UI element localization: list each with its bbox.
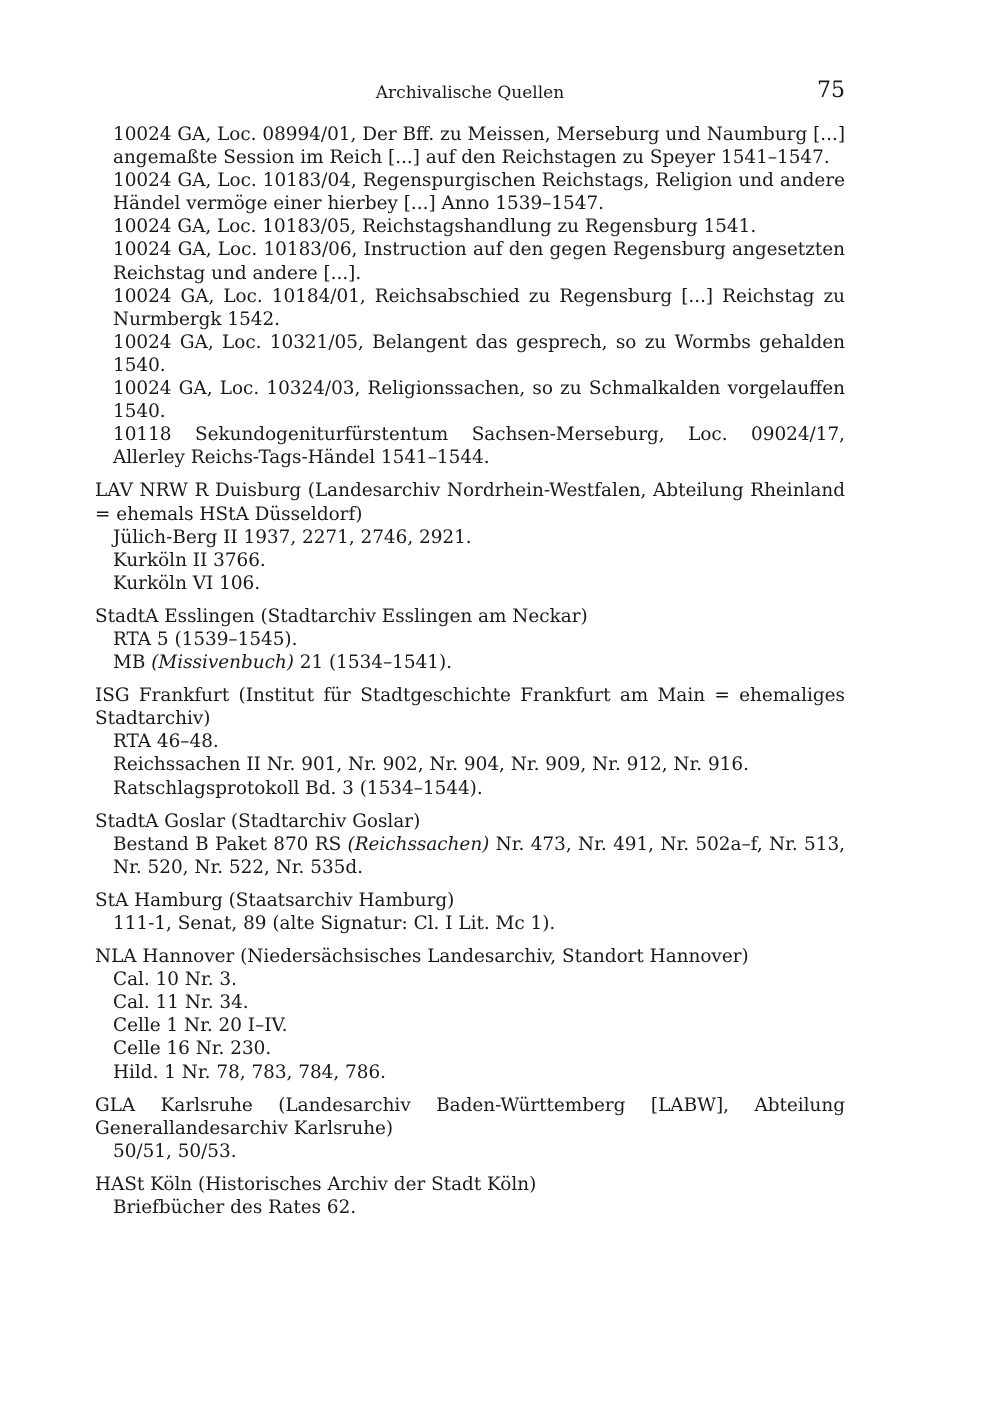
archive-entry: 10024 GA, Loc. 10184/01, Reichsabschied zu Regensburg [...] Reichstag zu Nurmbergk 1542. (113, 285, 845, 330)
archive-entry: 10024 GA, Loc. 08994/01, Der Bff. zu Meissen, Merseburg und Naumburg [...] angemaßte Session im Reich [...] auf den Reichstagen zu Speyer 1541–1547. (113, 124, 845, 169)
running-title: Archivalische Quellen (375, 83, 565, 103)
archive-entry (113, 651, 845, 674)
archive-entry: Ratschlagsprotokoll Bd. 3 (1534–1544). (113, 777, 483, 799)
archive-group-hannover (95, 945, 845, 1084)
archive-group-hamburg (95, 889, 845, 935)
archive-heading: StadtA Esslingen (Stadtarchiv Esslingen am Neckar) (95, 605, 588, 627)
archive-entry: 10024 GA, Loc. 10183/04, Regenspurgischen Reichstags, Religion und andere Händel vermöge einer hierbey [...] Anno 1539–1547. (113, 170, 845, 215)
archive-entry: 10118 Sekundogeniturfürstentum Sachsen-Merseburg, Loc. 09024/17, Allerley Reichs-Tags-Händel 1541–1544. (113, 424, 845, 469)
archive-group-frankfurt (95, 684, 845, 799)
archive-group-esslingen (95, 605, 845, 674)
archive-heading: HASt Köln (Historisches Archiv der Stadt Köln) (95, 1173, 537, 1195)
archive-entry: Hild. 1 Nr. 78, 783, 784, 786. (113, 1061, 386, 1083)
entry-text: MB (113, 652, 152, 674)
archive-entry: Briefbücher des Rates 62. (113, 1197, 357, 1219)
archive-heading: LAV NRW R Duisburg (Landesarchiv Nordrhein-Westfalen, Abteilung Rheinland = ehemals HStA Düsseldorf) (95, 480, 845, 525)
page-number: 75 (817, 78, 845, 103)
archive-entry: 111-1, Senat, 89 (alte Signatur: Cl. I Lit. Mc 1). (113, 913, 556, 934)
archive-heading: GLA Karlsruhe (Landesarchiv Baden-Württemberg [LABW], Abteilung Generallandesarchiv Karlsruhe) (95, 1094, 845, 1139)
entry-italic-text: (Reichssachen) (347, 833, 490, 855)
archive-entry (113, 833, 845, 879)
entry-text: Nr. 473, Nr. 491, Nr. 502a–f, Nr. 513, Nr. 520, Nr. 522, Nr. 535d. (113, 833, 846, 878)
archive-entry: 10024 GA, Loc. 10321/05, Belangent das gesprech, so zu Wormbs gehalden 1540. (113, 331, 845, 376)
archive-heading: StA Hamburg (Staatsarchiv Hamburg) (95, 889, 455, 911)
archive-group-duisburg (95, 479, 845, 594)
archive-list (95, 123, 845, 1229)
running-header (95, 80, 845, 110)
archive-entry: Jülich-Berg II 1937, 2271, 2746, 2921. (113, 526, 472, 548)
archive-heading: NLA Hannover (Niedersächsisches Landesarchiv, Standort Hannover) (95, 946, 749, 968)
archive-entry: 10024 GA, Loc. 10183/05, Reichstagshandlung zu Regensburg 1541. (113, 216, 757, 238)
archive-entry: 10024 GA, Loc. 10183/06, Instruction auf den gegen Regensburg angesetzten Reichstag und andere [...]. (113, 239, 845, 284)
archive-entry: Celle 16 Nr. 230. (113, 1038, 272, 1060)
archive-group-karlsruhe (95, 1094, 845, 1163)
archive-entry: Kurköln II 3766. (113, 549, 266, 571)
entry-text: 21 (1534–1541). (293, 652, 452, 674)
archive-entry: Celle 1 Nr. 20 I–IV. (113, 1015, 288, 1037)
entry-text: Bestand B Paket 870 RS (113, 833, 348, 855)
archive-entry: Reichssachen II Nr. 901, Nr. 902, Nr. 904, Nr. 909, Nr. 912, Nr. 916. (113, 754, 749, 776)
archive-entry: Kurköln VI 106. (113, 572, 261, 594)
archive-entry: 50/51, 50/53. (113, 1140, 237, 1162)
archive-group-koeln (95, 1173, 845, 1219)
archive-heading: StadtA Goslar (Stadtarchiv Goslar) (95, 810, 421, 832)
continuation-group (95, 123, 845, 469)
archive-heading: ISG Frankfurt (Institut für Stadtgeschichte Frankfurt am Main = ehemaliges Stadtarchiv) (95, 685, 845, 730)
archive-entry: Cal. 11 Nr. 34. (113, 992, 249, 1014)
archive-entry: 10024 GA, Loc. 10324/03, Religionssachen, so zu Schmalkalden vorgelauffen 1540. (113, 378, 845, 423)
entry-italic-text: (Missivenbuch) (151, 652, 294, 674)
archive-entry: RTA 46–48. (113, 731, 219, 753)
archive-entry: RTA 5 (1539–1545). (113, 628, 298, 650)
archive-group-goslar (95, 810, 845, 879)
archive-entry: Cal. 10 Nr. 3. (113, 969, 237, 991)
